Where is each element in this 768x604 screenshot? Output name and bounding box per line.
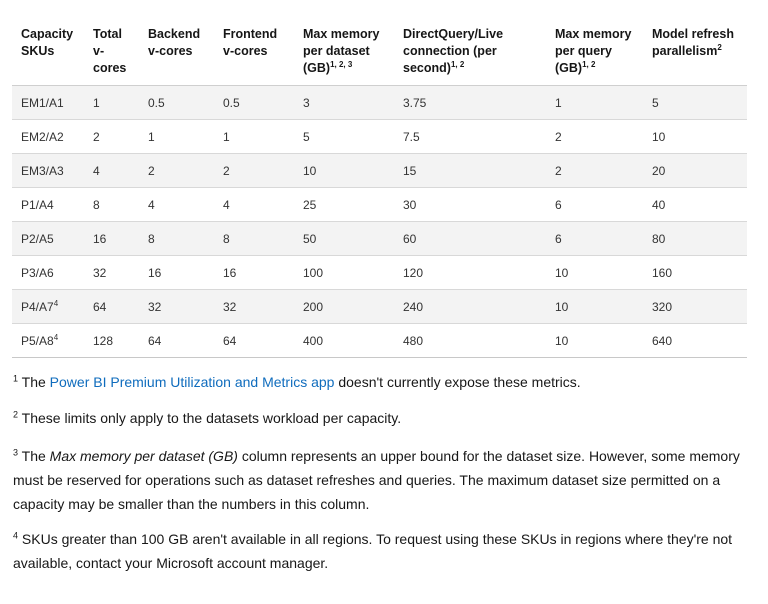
capacity-sku-table: [12, 0, 747, 358]
metrics-app-link[interactable]: Power BI Premium Utilization and Metrics app: [49, 374, 335, 390]
table-cell: 64: [214, 324, 294, 358]
table-cell: 120: [394, 256, 546, 290]
column-header: [394, 0, 546, 86]
footnote-3: [13, 444, 748, 516]
footnote-1-marker: 1: [13, 373, 19, 384]
sku-name: P1/A4: [21, 197, 54, 212]
table-cell: 3.75: [394, 86, 546, 120]
footnote-1: [13, 370, 748, 394]
table-cell: 2: [139, 154, 214, 188]
sku-cell: [12, 154, 84, 188]
table-cell: 2: [546, 120, 643, 154]
table-cell: 0.5: [214, 86, 294, 120]
footnote-2-marker: 2: [13, 409, 19, 420]
footnote-2-block: [13, 406, 748, 430]
column-header-line: (GB)$^{1, 2, 3}$: [303, 59, 353, 75]
column-header-footnote-ref: 1, 2, 3: [330, 59, 353, 69]
column-header: [546, 0, 643, 86]
column-header-line: per dataset: [303, 44, 370, 58]
table-cell: 8: [139, 222, 214, 256]
footnote-1-text-end: doesn't currently expose these metrics.: [334, 374, 581, 390]
table-cell: 0.5: [139, 86, 214, 120]
table-cell: 3: [294, 86, 394, 120]
table-cell: 400: [294, 324, 394, 358]
table-cell: 10: [294, 154, 394, 188]
table-cell: 10: [546, 256, 643, 290]
column-header-line: cores: [93, 61, 127, 75]
column-header-line: Model refresh: [652, 27, 734, 41]
table-cell: 10: [546, 290, 643, 324]
column-header-line: second)$^{1, 2}$: [403, 59, 465, 75]
column-header: [214, 0, 294, 86]
table-cell: 6: [546, 188, 643, 222]
capacity-table-container: [12, 0, 747, 358]
table-cell: 2: [214, 154, 294, 188]
table-cell: 2: [84, 120, 139, 154]
table-cell: 1: [139, 120, 214, 154]
column-header-line: Max memory: [555, 27, 632, 41]
column-header: [294, 0, 394, 86]
footnote-4-block: [13, 527, 748, 575]
sku-cell: [12, 86, 84, 120]
table-cell: 30: [394, 188, 546, 222]
table-cell: 16: [214, 256, 294, 290]
table-cell: 320: [643, 290, 747, 324]
table-cell: 50: [294, 222, 394, 256]
table-body: [12, 86, 747, 358]
table-row: [12, 188, 747, 222]
table-cell: 10: [643, 120, 747, 154]
footnote-3-block: [13, 444, 748, 516]
table-cell: 25: [294, 188, 394, 222]
column-header-line: Frontend: [223, 27, 278, 41]
table-cell: 16: [139, 256, 214, 290]
sku-cell: [12, 188, 84, 222]
table-row: [12, 256, 747, 290]
table-cell: 5: [294, 120, 394, 154]
table-cell: 32: [139, 290, 214, 324]
table-row: [12, 290, 747, 324]
column-header-line: v-cores: [148, 44, 193, 58]
table-cell: 32: [214, 290, 294, 324]
column-header: [84, 0, 139, 86]
footnote-3-emphasis: Max memory per dataset (GB): [49, 448, 238, 464]
sku-name: EM2/A2: [21, 129, 64, 144]
table-cell: 7.5: [394, 120, 546, 154]
table-cell: 480: [394, 324, 546, 358]
column-header-line: DirectQuery/Live: [403, 27, 504, 41]
sku-cell: [12, 290, 84, 324]
table-header: [12, 0, 747, 86]
column-header-footnote-ref: 2: [717, 42, 722, 52]
footnote-2-text: These limits only apply to the datasets workload per capacity.: [21, 410, 402, 426]
footnote-3-text-start: The: [21, 448, 50, 464]
table-cell: 40: [643, 188, 747, 222]
column-header-line: per query: [555, 44, 612, 58]
table-cell: 1: [84, 86, 139, 120]
column-header-line: SKUs: [21, 44, 55, 58]
column-header-line: (GB)$^{1, 2}$: [555, 59, 596, 75]
column-header-line: Max memory: [303, 27, 380, 41]
table-cell: 16: [84, 222, 139, 256]
table-cell: 5: [643, 86, 747, 120]
column-header-line: connection (per: [403, 44, 497, 58]
sku-cell: [12, 324, 84, 358]
table-cell: 32: [84, 256, 139, 290]
footnote-4-text: SKUs greater than 100 GB aren't available in all regions. To request using these SKUs in regions where they're not available, contact your Microsoft account manager.: [13, 531, 733, 571]
header-row: [12, 0, 747, 86]
sku-footnote-ref: 4: [53, 298, 59, 308]
table-cell: 20: [643, 154, 747, 188]
column-header: [12, 0, 84, 86]
sku-name: EM3/A3: [21, 163, 64, 178]
footnote-3-text-end: column represents an upper bound for the dataset size. However, some memory must be reserved for operations such as dataset refreshes and queries. The maximum dataset size permitted on a capacity may be smaller than the numbers in this column.: [13, 448, 740, 512]
table-cell: 640: [643, 324, 747, 358]
sku-name: P3/A6: [21, 265, 54, 280]
column-header-footnote-ref: 1, 2: [582, 59, 596, 69]
sku-cell: [12, 120, 84, 154]
sku-cell: [12, 256, 84, 290]
table-cell: 200: [294, 290, 394, 324]
sku-name: P5/A8: [21, 333, 54, 348]
table-row: [12, 120, 747, 154]
column-header-line: v-cores: [223, 44, 268, 58]
table-cell: 1: [546, 86, 643, 120]
column-header-line: Capacity: [21, 27, 74, 41]
footnote-4-marker: 4: [13, 530, 19, 541]
sku-footnote-ref: 4: [53, 332, 59, 342]
sku-name: EM1/A1: [21, 95, 64, 110]
sku-cell: [12, 222, 84, 256]
table-row: [12, 154, 747, 188]
table-cell: 80: [643, 222, 747, 256]
table-row: [12, 222, 747, 256]
column-header-footnote-ref: 1, 2: [450, 59, 465, 69]
table-cell: 6: [546, 222, 643, 256]
table-row: [12, 86, 747, 120]
table-cell: 4: [84, 154, 139, 188]
column-header-line: parallelism$^2$: [652, 42, 722, 58]
footnote-4: [13, 527, 748, 575]
footnote-3-marker: 3: [13, 447, 19, 458]
table-cell: 240: [394, 290, 546, 324]
table-cell: 64: [84, 290, 139, 324]
table-cell: 2: [546, 154, 643, 188]
sku-name: P2/A5: [21, 231, 54, 246]
table-cell: 4: [139, 188, 214, 222]
table-row: [12, 324, 747, 358]
table-cell: 64: [139, 324, 214, 358]
column-header-line: v-: [93, 44, 105, 58]
table-cell: 8: [84, 188, 139, 222]
column-header: [139, 0, 214, 86]
table-cell: 1: [214, 120, 294, 154]
table-cell: 10: [546, 324, 643, 358]
table-cell: 128: [84, 324, 139, 358]
table-cell: 160: [643, 256, 747, 290]
footnote-1-text-start: The: [21, 374, 50, 390]
table-cell: 4: [214, 188, 294, 222]
table-cell: 8: [214, 222, 294, 256]
sku-name: P4/A7: [21, 299, 54, 314]
column-header-line: Total: [93, 27, 122, 41]
column-header: [643, 0, 747, 86]
table-cell: 100: [294, 256, 394, 290]
table-cell: 60: [394, 222, 546, 256]
table-cell: 15: [394, 154, 546, 188]
footnote-2: [13, 406, 748, 430]
column-header-line: Backend: [148, 27, 201, 41]
footnotes: [13, 370, 748, 394]
